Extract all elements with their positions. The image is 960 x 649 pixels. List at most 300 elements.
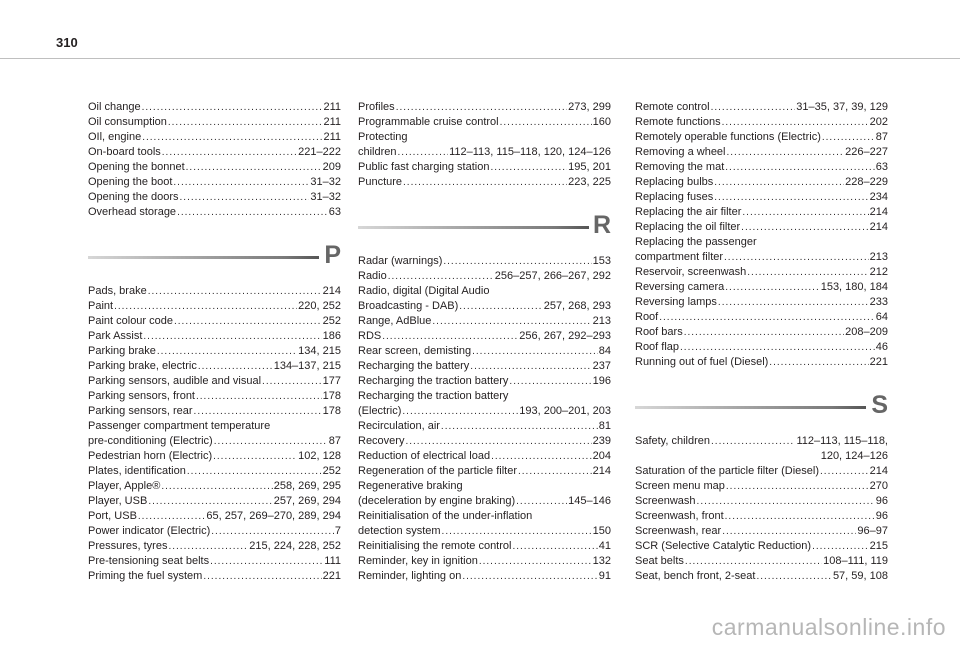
entry-row <box>635 340 888 355</box>
entry-row <box>88 524 341 539</box>
entry-row <box>635 280 888 295</box>
page-reference[interactable]: 134–137, 215 <box>273 360 341 372</box>
entry-text: Remote control <box>635 101 710 113</box>
page-reference[interactable]: 7 <box>334 525 341 537</box>
entry-row <box>358 419 611 434</box>
section-heading <box>88 241 341 274</box>
entry-row <box>358 494 611 509</box>
leader-dots <box>161 479 272 494</box>
entry-row <box>635 190 888 205</box>
page-reference[interactable]: 87 <box>875 131 888 143</box>
entry-text: Removing the mat <box>635 161 725 173</box>
index-entry <box>88 374 341 389</box>
index-entry <box>358 374 611 389</box>
index-entry <box>88 205 341 220</box>
page-reference[interactable]: 237 <box>592 360 611 372</box>
entry-text: Parking sensors, front <box>88 390 195 402</box>
entry-row <box>635 569 888 584</box>
entry-text: Replacing the passenger <box>635 236 757 248</box>
page-reference[interactable]: 214 <box>592 465 611 477</box>
index-entry <box>88 554 341 569</box>
entry-row <box>88 479 341 494</box>
page-reference[interactable]: 112–113, 115–118, 120, 124–126 <box>449 146 611 158</box>
index-entry <box>88 389 341 404</box>
page-reference[interactable]: 202 <box>869 116 888 128</box>
leader-dots <box>722 524 856 539</box>
page-reference[interactable]: 96 <box>875 495 888 507</box>
page-reference[interactable]: 96–97 <box>857 525 888 537</box>
page-reference[interactable]: 211 <box>323 116 341 128</box>
leader-dots <box>162 145 297 160</box>
section-heading <box>358 211 611 244</box>
page-reference[interactable]: 96 <box>875 510 888 522</box>
entry-text: Opening the bonnet <box>88 161 185 173</box>
page-reference[interactable]: 153, 180, 184 <box>820 281 888 293</box>
leader-dots <box>403 175 567 190</box>
page-reference[interactable]: 112–113, 115–118, <box>796 435 888 447</box>
index-entry <box>635 524 888 539</box>
entry-row <box>358 314 611 329</box>
leader-dots <box>479 554 592 569</box>
page-reference[interactable]: 196 <box>592 375 611 387</box>
entry-text: Saturation of the particle filter (Diesel) <box>635 465 820 477</box>
leader-dots <box>174 314 322 329</box>
page-reference[interactable]: 208–209 <box>845 326 888 338</box>
index-entry <box>88 284 341 299</box>
entry-row <box>88 160 341 175</box>
leader-dots <box>711 100 796 115</box>
page-reference[interactable]: 211 <box>323 131 341 143</box>
leader-dots <box>491 449 592 464</box>
entry-text: Safety, children <box>635 435 711 447</box>
leader-dots <box>725 160 874 175</box>
entry-row <box>358 539 611 554</box>
page-reference[interactable]: 252 <box>322 315 341 327</box>
page-reference[interactable]: 212 <box>869 266 888 278</box>
page-reference[interactable]: 150 <box>592 525 611 537</box>
page-reference[interactable]: 31–35, 37, 39, 129 <box>796 101 888 113</box>
entry-row <box>635 220 888 235</box>
entry-row <box>358 554 611 569</box>
page-reference[interactable]: 256, 267, 292–293 <box>519 330 611 342</box>
entry-text: Opening the doors <box>88 191 179 203</box>
leader-dots <box>725 509 875 524</box>
page-reference[interactable]: 213 <box>592 315 611 327</box>
entry-text: Reminder, key in ignition <box>358 555 478 567</box>
page-reference[interactable]: 221 <box>322 570 341 582</box>
leader-dots <box>142 130 322 145</box>
entry-row <box>88 299 341 314</box>
index-entry <box>635 295 888 310</box>
section-heading <box>635 391 888 424</box>
entry-text: Replacing the oil filter <box>635 221 741 233</box>
leader-dots <box>462 569 597 584</box>
index-entry <box>88 344 341 359</box>
index-entry <box>88 569 341 584</box>
entry-text: Screenwash, front <box>635 510 724 522</box>
entry-text: compartment filter <box>635 251 724 263</box>
entry-text: Radar (warnings) <box>358 255 443 267</box>
page-reference[interactable]: 193, 200–201, 203 <box>519 405 611 417</box>
leader-dots <box>194 404 322 419</box>
leader-dots <box>148 284 322 299</box>
page-reference[interactable]: 134, 215 <box>298 345 341 357</box>
entry-row <box>88 359 341 374</box>
page-reference[interactable]: 257, 269, 294 <box>273 495 341 507</box>
index-column-1 <box>88 100 341 584</box>
index-entry <box>635 115 888 130</box>
page-reference[interactable]: 223, 225 <box>568 176 611 188</box>
index-entry <box>635 554 888 569</box>
entry-row <box>635 355 888 370</box>
page-reference[interactable]: 258, 269, 295 <box>273 480 341 492</box>
entry-text: Passenger compartment temperature <box>88 420 271 432</box>
page-reference[interactable]: 81 <box>598 420 611 432</box>
entry-text: Recovery <box>358 435 405 447</box>
entry-row <box>358 329 611 344</box>
entry-text: Screenwash, rear <box>635 525 722 537</box>
entry-text: detection system <box>358 525 441 537</box>
index-entry <box>358 449 611 464</box>
leader-dots <box>142 100 323 115</box>
page-reference[interactable]: 63 <box>328 206 341 218</box>
entry-row <box>88 100 341 115</box>
page-reference[interactable]: 211 <box>323 101 341 113</box>
entry-text: Regeneration of the particle filter <box>358 465 517 477</box>
index-entry <box>88 100 341 115</box>
page-reference[interactable]: 214 <box>322 285 341 297</box>
page-reference[interactable]: 102, 128 <box>298 450 341 462</box>
page-reference[interactable]: 64 <box>875 311 888 323</box>
entry-text: Priming the fuel system <box>88 570 203 582</box>
index-entry <box>358 569 611 584</box>
entry-row <box>635 160 888 175</box>
entry-text: Reservoir, screenwash <box>635 266 747 278</box>
leader-dots <box>726 479 869 494</box>
leader-dots <box>143 329 321 344</box>
index-entry <box>88 329 341 344</box>
leader-dots <box>262 374 322 389</box>
index-entry <box>358 344 611 359</box>
entry-row <box>88 314 341 329</box>
entry-text: Protecting <box>358 131 408 143</box>
page-reference[interactable]: 214 <box>869 465 888 477</box>
page-reference[interactable]: 204 <box>592 450 611 462</box>
index-entry <box>358 434 611 449</box>
index-entry <box>635 175 888 190</box>
page-reference[interactable]: 41 <box>598 540 611 552</box>
page-reference[interactable]: 84 <box>598 345 611 357</box>
entry-row <box>88 205 341 220</box>
entry-text: Screen menu map <box>635 480 725 492</box>
page-reference[interactable]: 215 <box>869 540 888 552</box>
page-reference[interactable]: 239 <box>592 435 611 447</box>
entry-text: pre-conditioning (Electric) <box>88 435 213 447</box>
entry-text: Range, AdBlue <box>358 315 432 327</box>
entry-row <box>358 434 611 449</box>
entry-row <box>88 494 341 509</box>
entry-row <box>88 449 341 464</box>
entry-row <box>88 130 341 145</box>
index-entry <box>358 329 611 344</box>
leader-dots <box>148 494 272 509</box>
entry-text: Reversing camera <box>635 281 725 293</box>
entry-row <box>358 524 611 539</box>
entry-text: Removing a wheel <box>635 146 726 158</box>
leader-dots <box>820 464 869 479</box>
entry-text: Programmable cruise control <box>358 116 499 128</box>
entry-text: Recharging the battery <box>358 360 470 372</box>
entry-text: Parking brake, electric <box>88 360 197 372</box>
entry-text: Reduction of electrical load <box>358 450 491 462</box>
page-reference[interactable]: 132 <box>592 555 611 567</box>
index-column-2 <box>358 100 611 584</box>
page-reference[interactable]: 221 <box>869 356 888 368</box>
leader-dots <box>211 524 334 539</box>
page-reference[interactable]: 234 <box>869 191 888 203</box>
entry-text: Reinitialisation of the under-inflation <box>358 510 533 522</box>
entry-text: Parking sensors, audible and visual <box>88 375 262 387</box>
page-reference[interactable]: 31–32 <box>310 191 341 203</box>
section-letter: R <box>592 211 611 239</box>
leader-dots <box>490 160 567 175</box>
index-entry <box>635 310 888 325</box>
entry-text: Overhead storage <box>88 206 177 218</box>
leader-dots <box>725 280 819 295</box>
leader-dots <box>168 539 248 554</box>
leader-dots <box>472 344 598 359</box>
entry-text: RDS <box>358 330 382 342</box>
leader-dots <box>711 434 795 449</box>
page-reference[interactable]: 177 <box>322 375 341 387</box>
entry-text: SCR (Selective Catalytic Reduction) <box>635 540 812 552</box>
index-entry <box>358 419 611 434</box>
page-reference[interactable]: 257, 268, 293 <box>543 300 611 312</box>
leader-dots <box>659 310 875 325</box>
entry-text: Parking sensors, rear <box>88 405 193 417</box>
page-reference[interactable]: 209 <box>322 161 341 173</box>
entry-text: Parking brake <box>88 345 156 357</box>
page-reference[interactable]: 186 <box>322 330 341 342</box>
entry-row <box>358 145 611 160</box>
index-entry <box>635 130 888 145</box>
page-reference[interactable]: 46 <box>875 341 888 353</box>
page-reference[interactable]: 63 <box>875 161 888 173</box>
entry-text: Radio <box>358 270 387 282</box>
entry-text: Screenwash <box>635 495 696 507</box>
entry-row <box>88 389 341 404</box>
page-reference[interactable]: 213 <box>869 251 888 263</box>
leader-dots <box>741 220 868 235</box>
index-entry <box>358 539 611 554</box>
entry-text: Regenerative braking <box>358 480 463 492</box>
header-divider <box>0 58 960 59</box>
index-entry <box>635 265 888 280</box>
entry-row <box>358 359 611 374</box>
page-reference[interactable]: 57, 59, 108 <box>832 570 888 582</box>
entry-row <box>358 344 611 359</box>
index-entry <box>88 145 341 160</box>
index-entry <box>88 160 341 175</box>
page-reference[interactable]: 153 <box>592 255 611 267</box>
entry-text: Replacing bulbs <box>635 176 714 188</box>
entry-text: Remotely operable functions (Electric) <box>635 131 821 143</box>
entry-text: Replacing the air filter <box>635 206 742 218</box>
entry-row <box>635 250 888 265</box>
leader-dots <box>518 464 592 479</box>
page-reference[interactable]: 178 <box>322 405 341 417</box>
leader-dots <box>210 554 323 569</box>
entry-row <box>88 175 341 190</box>
page-reference[interactable]: 195, 201 <box>568 161 611 173</box>
entry-row <box>358 115 611 130</box>
entry-text: Port, USB <box>88 510 137 522</box>
page-reference[interactable]: 221–222 <box>298 146 341 158</box>
entry-text: Player, USB <box>88 495 148 507</box>
index-entry <box>88 190 341 205</box>
index-entry <box>358 130 611 160</box>
leader-dots <box>516 494 567 509</box>
entry-row <box>635 464 888 479</box>
index-entry <box>635 280 888 295</box>
entry-text: Paint colour code <box>88 315 173 327</box>
index-entry <box>88 175 341 190</box>
page-reference[interactable]: 111 <box>324 555 341 567</box>
entry-text: Roof <box>635 311 659 323</box>
entry-row <box>358 404 611 419</box>
leader-dots <box>396 100 567 115</box>
index-entry <box>358 359 611 374</box>
page-reference[interactable]: 145–146 <box>568 495 611 507</box>
page-reference[interactable]: 252 <box>322 465 341 477</box>
entry-text: Profiles <box>358 101 395 113</box>
index-entry <box>88 479 341 494</box>
entry-row <box>635 539 888 554</box>
leader-dots <box>442 524 592 539</box>
index-entry <box>358 269 611 284</box>
page-reference[interactable]: 214 <box>869 221 888 233</box>
index-entry <box>358 464 611 479</box>
page-reference[interactable]: 178 <box>322 390 341 402</box>
leader-dots <box>685 554 822 569</box>
entry-row <box>358 464 611 479</box>
index-entry <box>88 115 341 130</box>
section-divider <box>88 256 319 259</box>
leader-dots <box>459 299 542 314</box>
leader-dots <box>714 175 844 190</box>
index-entry <box>635 539 888 554</box>
leader-dots <box>203 569 321 584</box>
page-reference[interactable]: 91 <box>598 570 611 582</box>
index-entry <box>635 494 888 509</box>
leader-dots <box>173 175 309 190</box>
page-reference[interactable]: 273, 299 <box>568 101 611 113</box>
index-entry <box>635 160 888 175</box>
section-letter: P <box>324 241 341 269</box>
entry-row <box>88 539 341 554</box>
entry-text: Replacing fuses <box>635 191 714 203</box>
page-reference[interactable]: 214 <box>869 206 888 218</box>
leader-dots <box>443 254 591 269</box>
entry-row <box>635 130 888 145</box>
index-entry <box>635 340 888 355</box>
entry-row <box>635 509 888 524</box>
leader-dots <box>213 449 297 464</box>
entry-row <box>635 295 888 310</box>
leader-dots <box>509 374 591 389</box>
index-entry <box>635 220 888 235</box>
entry-row <box>358 299 611 314</box>
index-entry <box>88 314 341 329</box>
entry-row <box>635 265 888 280</box>
index-entry <box>88 539 341 554</box>
entry-text: Oil change <box>88 101 141 113</box>
page-reference[interactable]: 215, 224, 228, 252 <box>249 540 341 552</box>
leader-dots <box>742 205 868 220</box>
leader-dots <box>724 250 869 265</box>
page-reference[interactable]: 226–227 <box>845 146 888 158</box>
entry-row <box>635 554 888 569</box>
index-entry <box>88 509 341 524</box>
index-entry <box>88 404 341 419</box>
entry-row <box>358 100 611 115</box>
entry-text: Power indicator (Electric) <box>88 525 211 537</box>
index-entry <box>88 359 341 374</box>
entry-row <box>358 449 611 464</box>
index-entry <box>88 449 341 464</box>
entry-text: Recharging the traction battery <box>358 390 509 402</box>
page-reference[interactable]: 228–229 <box>845 176 888 188</box>
index-entry <box>635 509 888 524</box>
index-entry <box>88 464 341 479</box>
leader-dots <box>441 419 598 434</box>
page-reference[interactable]: 108–111, 119 <box>823 555 888 567</box>
entry-text: Recirculation, air <box>358 420 440 432</box>
entry-row <box>88 374 341 389</box>
page-reference[interactable]: 220, 252 <box>298 300 341 312</box>
index-entry <box>88 299 341 314</box>
entry-row <box>88 284 341 299</box>
leader-dots <box>714 190 868 205</box>
entry-row <box>88 464 341 479</box>
page-reference[interactable]: 65, 257, 269–270, 289, 294 <box>206 510 341 522</box>
entry-row <box>635 145 888 160</box>
entry-row <box>88 190 341 205</box>
page-reference[interactable]: 256–257, 266–267, 292 <box>494 270 611 282</box>
leader-dots <box>382 329 518 344</box>
entry-text: Seat belts <box>635 555 684 567</box>
page-reference[interactable]: 87 <box>328 435 341 447</box>
entry-row <box>635 175 888 190</box>
index-entry <box>358 160 611 175</box>
entry-text: Pressures, tyres <box>88 540 168 552</box>
entry-text: Puncture <box>358 176 403 188</box>
entry-text: Rear screen, demisting <box>358 345 472 357</box>
entry-text: Public fast charging station <box>358 161 490 173</box>
page-reference[interactable]: 233 <box>869 296 888 308</box>
entry-row <box>358 269 611 284</box>
page-reference[interactable]: 160 <box>592 116 611 128</box>
entry-text: Roof bars <box>635 326 683 338</box>
page-reference[interactable]: 270 <box>869 480 888 492</box>
entry-row <box>88 344 341 359</box>
page-reference[interactable]: 31–32 <box>310 176 341 188</box>
index-entry <box>88 130 341 145</box>
index-entry <box>635 325 888 340</box>
page-reference[interactable]: 120, 124–126 <box>820 450 888 462</box>
entry-row <box>635 310 888 325</box>
watermark: carmanualsonline.info <box>711 614 946 640</box>
